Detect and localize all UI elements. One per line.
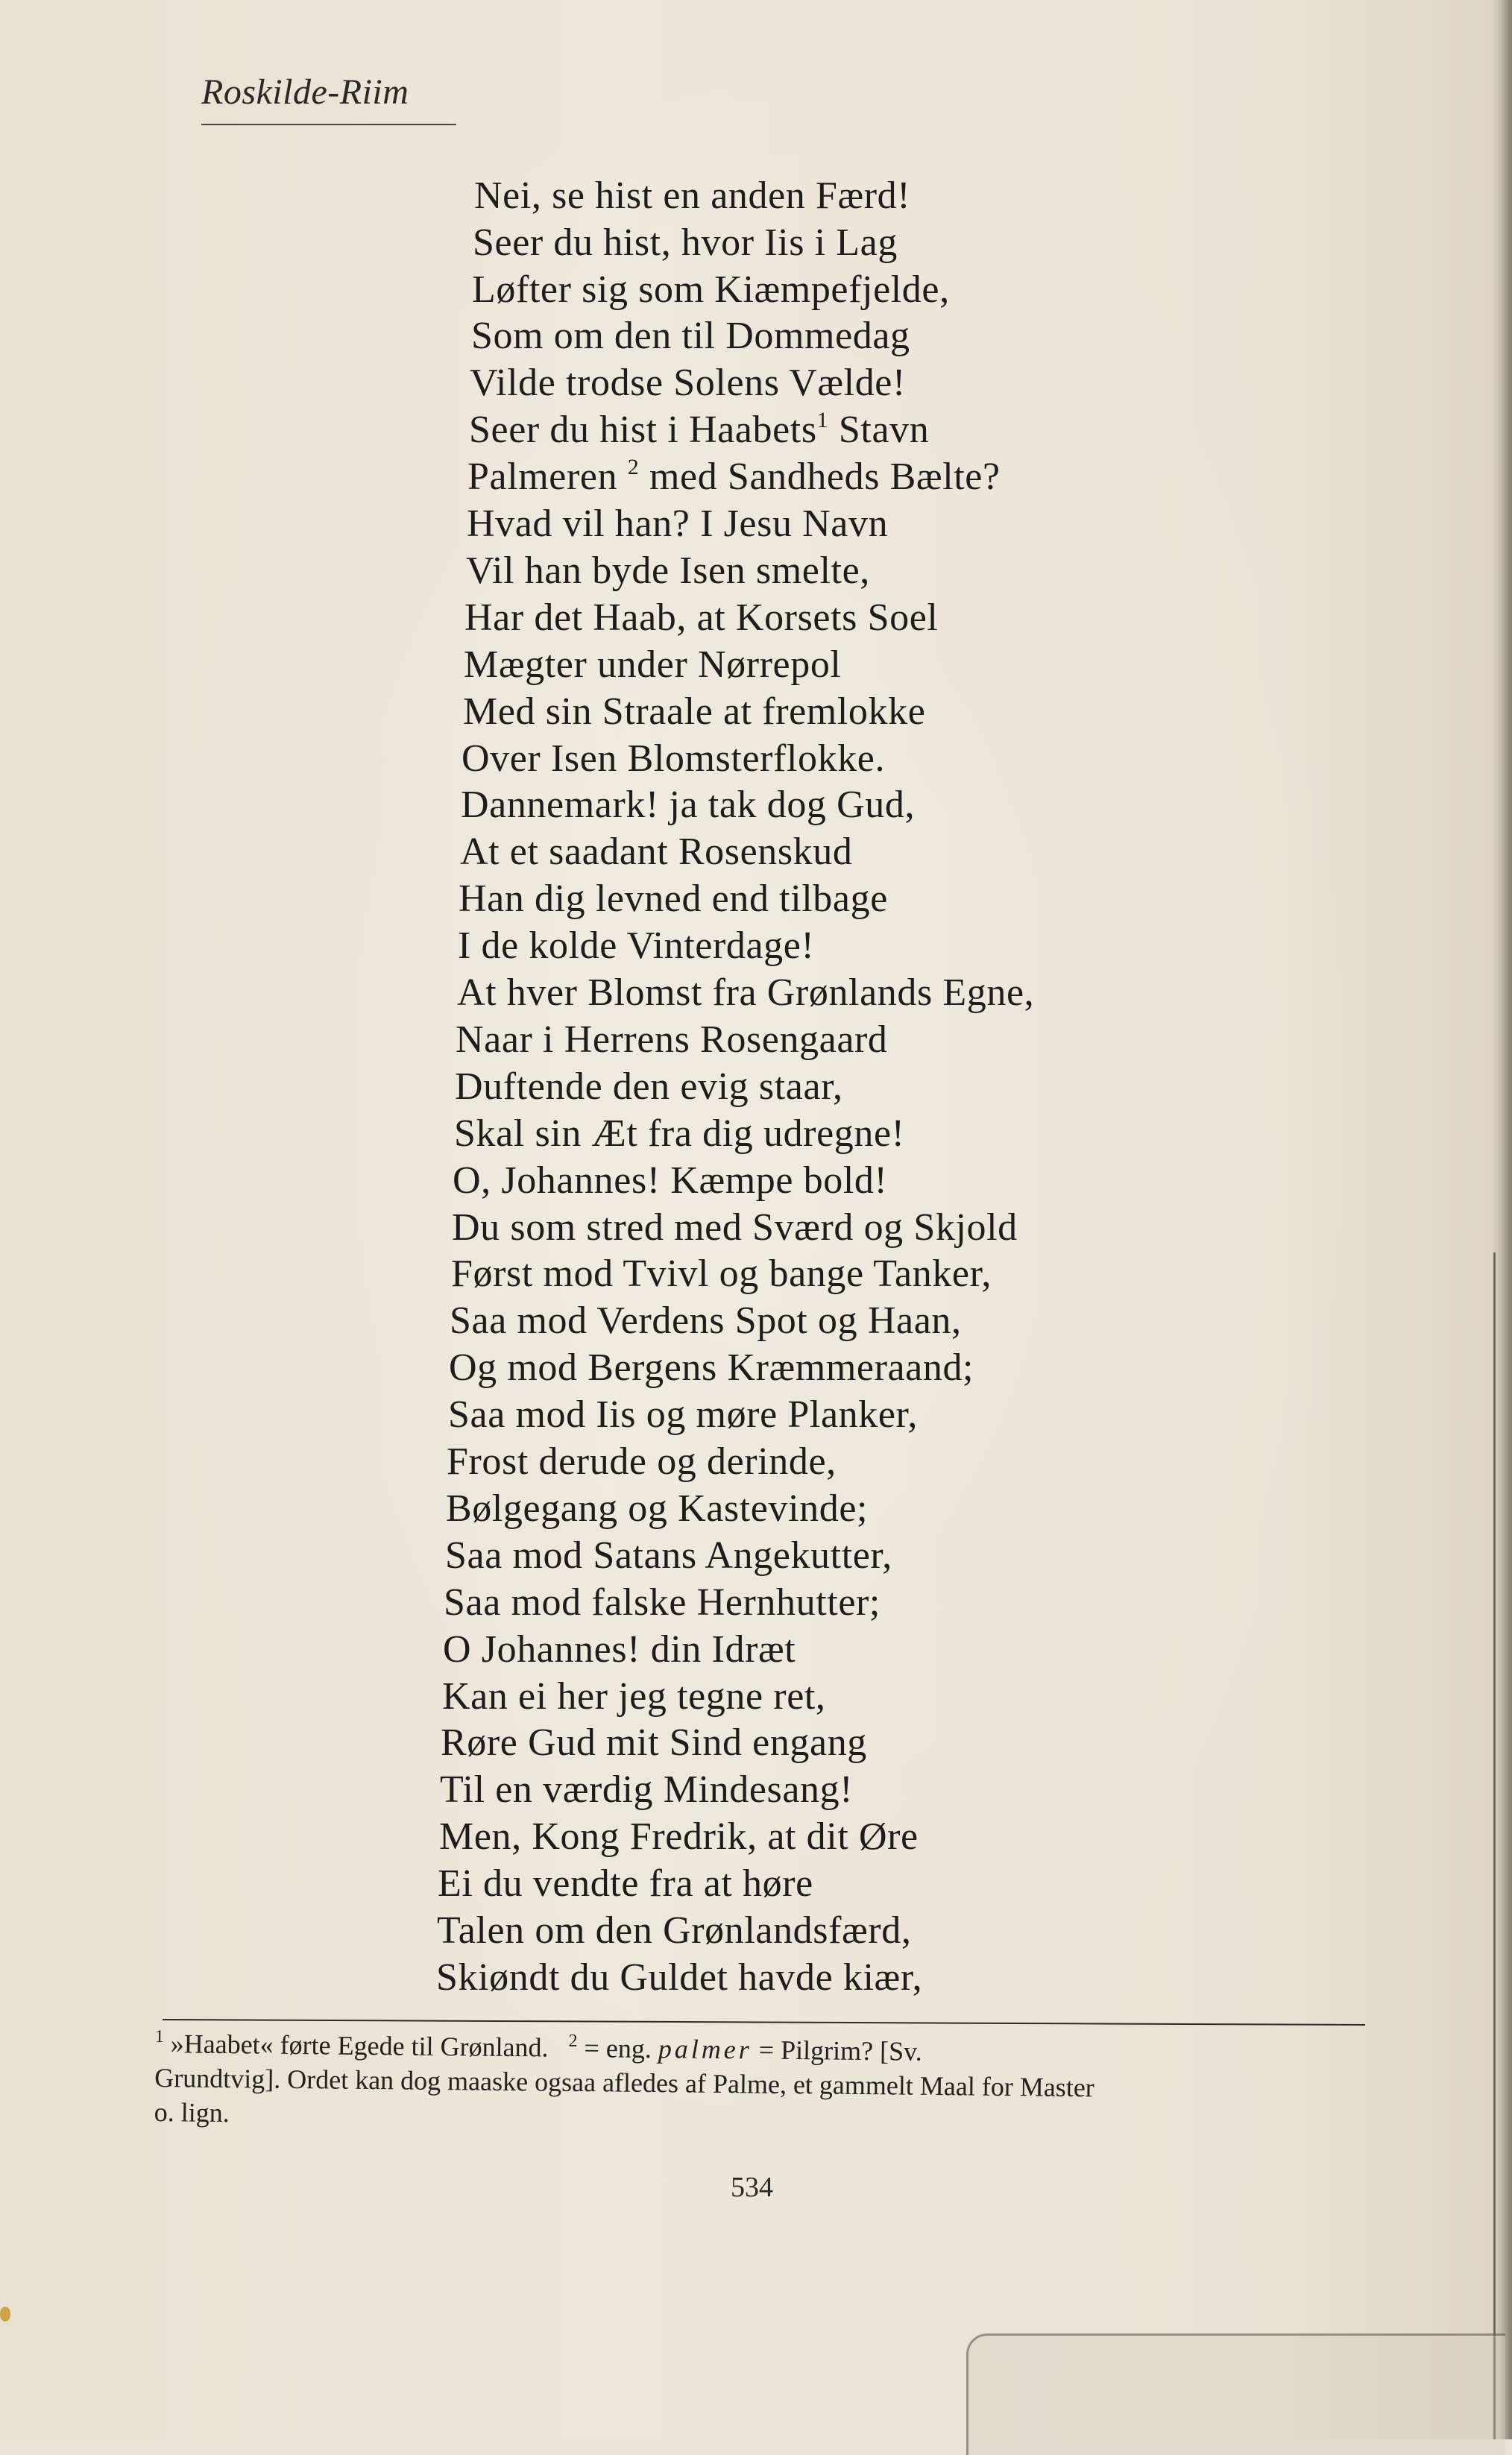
poem-line-18: At hver Blomst fra Grønlands Egne, [457,971,1035,1014]
poem-line-5: Vilde trodse Solens Vælde! [470,362,906,404]
poem-line-6-text: Seer du hist i Haabets [469,409,817,451]
poem-line-11: Mægter under Nørrepol [464,643,842,686]
poem-line-8: Hvad vil han? I Jesu Navn [467,502,889,545]
poem-line-12: Med sin Straale at fremlokke [463,690,926,733]
poem-line-7-text: Palmeren [467,456,618,498]
poem-line-37: Ei du vendte fra at høre [438,1862,813,1905]
poem-line-3: Løfter sig som Kiæmpefjelde, [472,268,950,311]
poem-line-33: Kan ei her jeg tegne ret, [442,1675,826,1718]
poem-line-24: Først mod Tvivl og bange Tanker, [451,1252,992,1295]
poem-line-30: Saa mod Satans Angekutter, [445,1534,892,1577]
poem-line-31: Saa mod falske Hernhutter; [444,1581,881,1624]
footnote-line-2: Grundtvig]. Ordet kan dog maaske ogsaa afledes af Palme, et gammelt Maal for Master [154,2062,1095,2103]
poem-line-28: Frost derude og derinde, [447,1440,837,1483]
footnote-1-mark: 1 [154,2027,164,2047]
poem-line-7 [467,454,1001,500]
poem-line-36: Men, Kong Fredrik, at dit Øre [439,1815,919,1858]
footnote-rule [163,2019,1365,2026]
poem-line-14: Dannemark! ja tak dog Gud, [461,784,916,826]
poem-line-21: Skal sin Æt fra dig udregne! [454,1112,905,1155]
footnote-ref-2: 2 [627,455,640,479]
poem-line-32: O Johannes! din Idræt [443,1628,796,1671]
footnote-ref-1: 1 [816,408,829,432]
running-title: Roskilde-Riim [201,72,409,112]
poem-line-38: Talen om den Grønlandsfærd, [437,1909,912,1952]
poem-line-25: Saa mod Verdens Spot og Haan, [450,1299,962,1342]
poem-line-35: Til en værdig Mindesang! [440,1768,854,1811]
poem-line-4: Som om den til Dommedag [471,315,910,357]
poem-line-22: O, Johannes! Kæmpe bold! [453,1159,888,1202]
poem-line-2: Seer du hist, hvor Iis i Lag [473,221,898,264]
poem-line-16: Han dig levned end tilbage [459,877,888,920]
poem-line-39: Skiøndt du Guldet havde kiær, [436,1956,923,1999]
poem-line-6 [469,407,929,453]
stain-mark [0,2307,10,2322]
poem-line-7-tail: med Sandheds Bælte? [649,456,1001,498]
footnote-line-3: o. lign. [154,2096,230,2128]
poem-line-27: Saa mod Iis og møre Planker, [448,1393,918,1436]
poem-line-29: Bølgegang og Kastevinde; [446,1487,869,1530]
poem-line-19: Naar i Herrens Rosengaard [456,1018,888,1061]
poem-line-20: Duftende den evig staar, [455,1065,843,1108]
poem-line-15: At et saadant Rosenskud [460,831,853,873]
poem-line-26: Og mod Bergens Kræmmeraand; [449,1346,974,1389]
poem-line-34: Røre Gud mit Sind engang [441,1721,867,1764]
poem-line-6-tail: Stavn [838,409,930,451]
poem-line-10: Har det Haab, at Korsets Soel [464,596,939,639]
footnote-2-post: = Pilgrim? [Sv. [758,2035,922,2067]
poem-line-9: Vil han byde Isen smelte, [466,549,870,592]
footnote-2-mark: 2 [568,2031,578,2051]
footnote-1-text: »Haabet« førte Egede til Grønland. [170,2029,549,2063]
footnote-2-pre: = eng. [584,2033,652,2064]
page-corner-shadow [966,2333,1505,2455]
poem-line-13: Over Isen Blomsterflokke. [462,737,886,780]
footnotes [154,2026,1370,2142]
poem-line-1: Nei, se hist en anden Færd! [474,174,911,217]
footnote-2-italic: palmer [658,2034,753,2065]
poem-line-17: I de kolde Vinterdage! [458,924,815,967]
poem-line-23: Du som stred med Sværd og Skjold [452,1206,1018,1249]
page-number: 534 [731,2172,773,2203]
